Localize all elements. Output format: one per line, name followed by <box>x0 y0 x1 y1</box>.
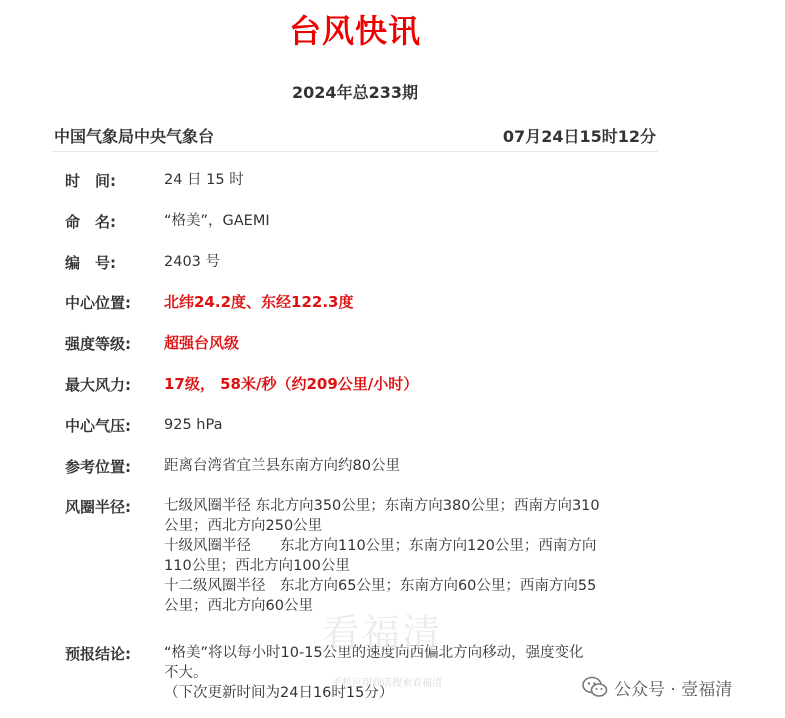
field-value: 2403 号 <box>164 254 221 270</box>
text-line: （下次更新时间为24日16时15分） <box>164 685 394 701</box>
issuing-org: 中国气象局中央气象台 <box>54 127 215 146</box>
text-line: 十级风圈半径 东北方向110公里；东南方向120公里；西南方向 <box>164 538 597 554</box>
field-value: 925 hPa <box>164 417 223 433</box>
text-line: 110公里；西北方向100公里 <box>164 558 350 574</box>
header-row <box>54 124 656 146</box>
field-value: 24 日 15 时 <box>164 172 244 188</box>
field-value: 距离台湾省宜兰县东南方向约80公里 <box>164 458 400 474</box>
issue-number: 2024年总233期 <box>292 83 418 102</box>
field-value: “格美”，GAEMI <box>164 213 270 229</box>
wind-radius-text <box>164 496 654 616</box>
watermark-caption: 手机应用商店搜索看福清 <box>332 678 442 689</box>
field-value: 17级， 58米/秒（约209公里/小时） <box>164 375 419 393</box>
field-label: 中心位置: <box>65 294 131 312</box>
field-label: 最大风力: <box>65 376 131 394</box>
issue-time: 07月24日15时12分 <box>502 127 656 146</box>
field-label: 时 间: <box>65 172 116 190</box>
text-line: 七级风圈半径 东北方向350公里；东南方向380公里；西南方向310 <box>164 498 600 514</box>
field-value: 北纬24.2度、东经122.3度 <box>164 293 354 311</box>
text-line: “格美”将以每小时10-15公里的速度向西偏北方向移动，强度变化 <box>164 645 584 661</box>
watermark-logo-text: 看福清 <box>322 611 443 655</box>
wechat-account-name: 公众号 · 壹福清 <box>614 679 733 700</box>
field-label: 参考位置: <box>65 458 131 476</box>
field-value: 超强台风级 <box>164 334 240 352</box>
field-label: 中心气压: <box>65 417 131 435</box>
forecast-text <box>164 643 654 703</box>
field-label: 命 名: <box>65 213 116 231</box>
text-line: 不大。 <box>164 665 208 681</box>
field-label: 强度等级: <box>65 335 131 353</box>
field-label: 预报结论: <box>65 645 131 663</box>
text-line: 十二级风圈半径 东北方向65公里；东南方向60公里；西南方向55 <box>164 578 597 594</box>
page-title: 台风快讯 <box>288 12 421 50</box>
field-label: 编 号: <box>65 254 116 272</box>
header-divider <box>52 151 658 152</box>
field-label: 风圈半径: <box>65 498 131 516</box>
wechat-account-badge[interactable] <box>582 674 732 700</box>
text-line: 公里；西北方向250公里 <box>164 518 323 534</box>
text-line: 公里；西北方向60公里 <box>164 598 313 614</box>
wechat-icon <box>582 676 608 698</box>
